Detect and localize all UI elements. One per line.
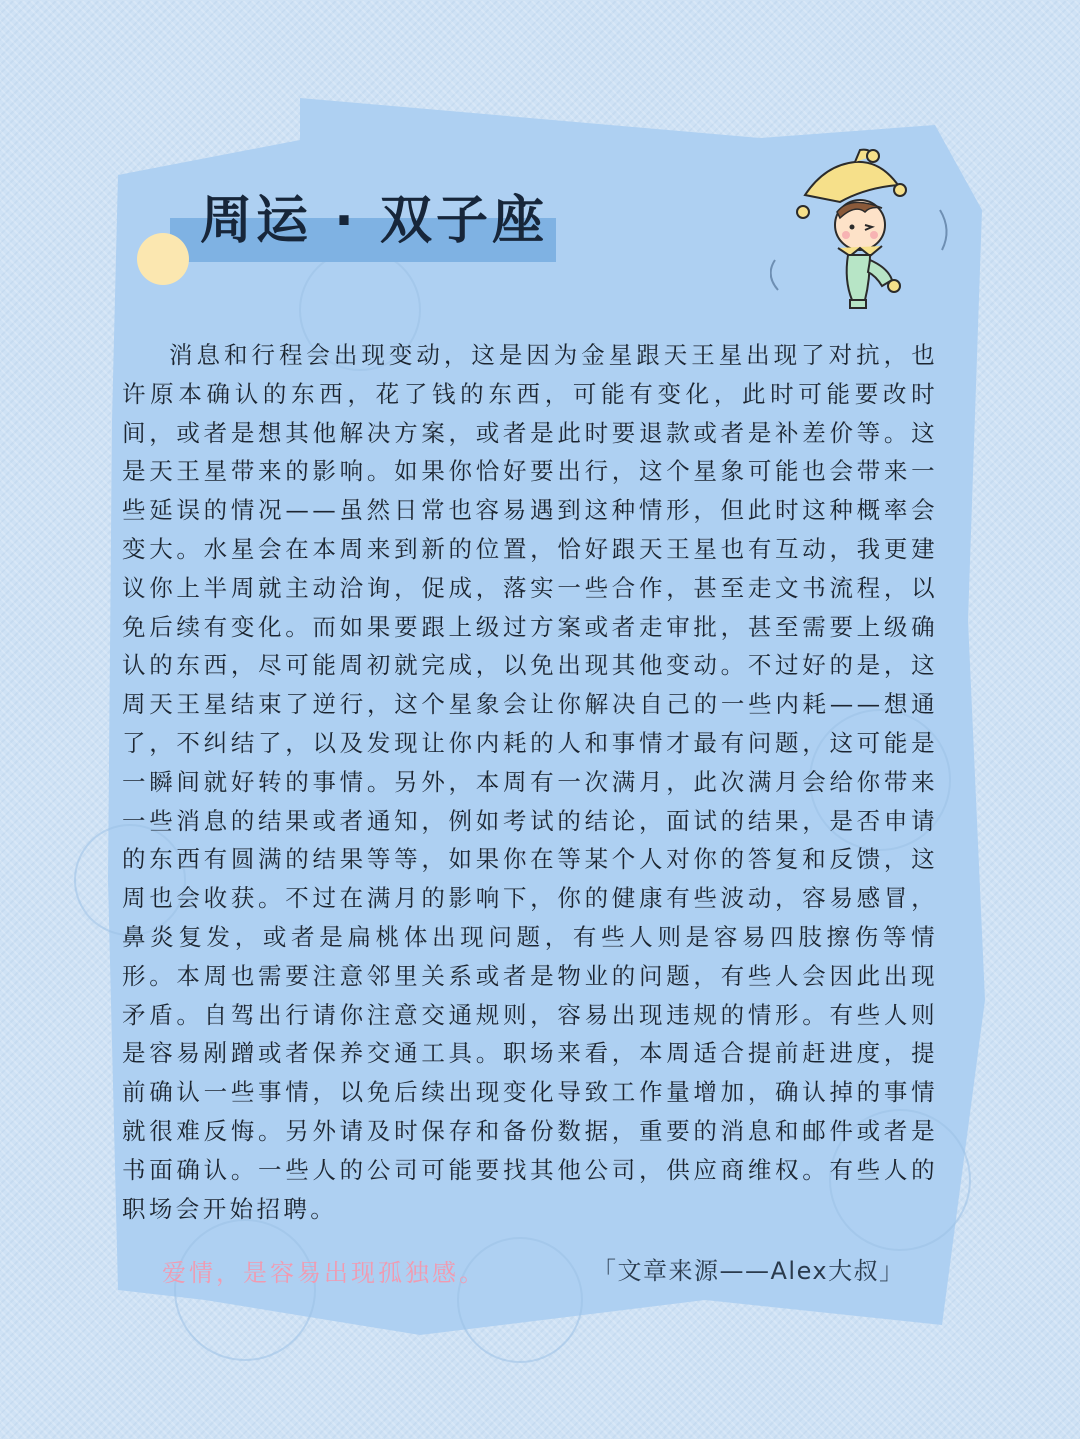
- source-credit: 「文章来源——Alex大叔」: [592, 1257, 905, 1285]
- love-note: 爱情，是容易出现孤独感。: [162, 1259, 486, 1287]
- article-body: 消息和行程会出现变动，这是因为金星跟天王星出现了对抗，也许原本确认的东西，花了钱的东西，可能有变化，此时可能要改时间，或者是想其他解决方案，或者是此时要退款或者是补差价等。这是天王星带来的影响。如果你恰好要出行，这个星象可能也会带来一些延误的情况——虽然日常也容易遇到这种情形，但此时这种概率会变大。水星会在本周来到新的位置，恰好跟天王星也有互动，我更建议你上半周就主动洽询，促成，落实一些合作，甚至走文书流程，以免后续有变化。而如果要跟上级过方案或者走审批，甚至需要上级确认的东西，尽可能周初就完成，以免出现其他变动。不过好的是，这周天王星结束了逆行，这个星象会让你解决自己的一些内耗——想通了，不纠结了，以及发现让你内耗的人和事情才最有问题，这可能是一瞬间就好转的事情。另外，本周有一次满月，此次满月会给你带来一些消息的结果或者通知，例如考试的结论，面试的结果，是否申请的东西有圆满的结果等等，如果你在等某个人对你的答复和反馈，这周也会收获。不过在满月的影响下，你的健康有些波动，容易感冒，鼻炎复发，或者是扁桃体出现问题，有些人则是容易四肢擦伤等情形。本周也需要注意邻里关系或者是物业的问题，有些人会因此出现矛盾。自驾出行请你注意交通规则，容易出现违规的情形。有些人则是容易剐蹭或者保养交通工具。职场来看，本周适合提前赶进度，提前确认一些事情，以免后续出现变化导致工作量增加，确认掉的事情就很难反悔。另外请及时保存和备份数据，重要的消息和邮件或者是书面确认。一些人的公司可能要找其他公司，供应商维权。有些人的职场会开始招聘。: [122, 341, 938, 1223]
- yellow-dot-icon: [137, 233, 189, 285]
- jester-boy-icon: [770, 140, 970, 320]
- page-title: 周运 · 双子座: [200, 191, 548, 251]
- footer: [0, 1245, 1080, 1295]
